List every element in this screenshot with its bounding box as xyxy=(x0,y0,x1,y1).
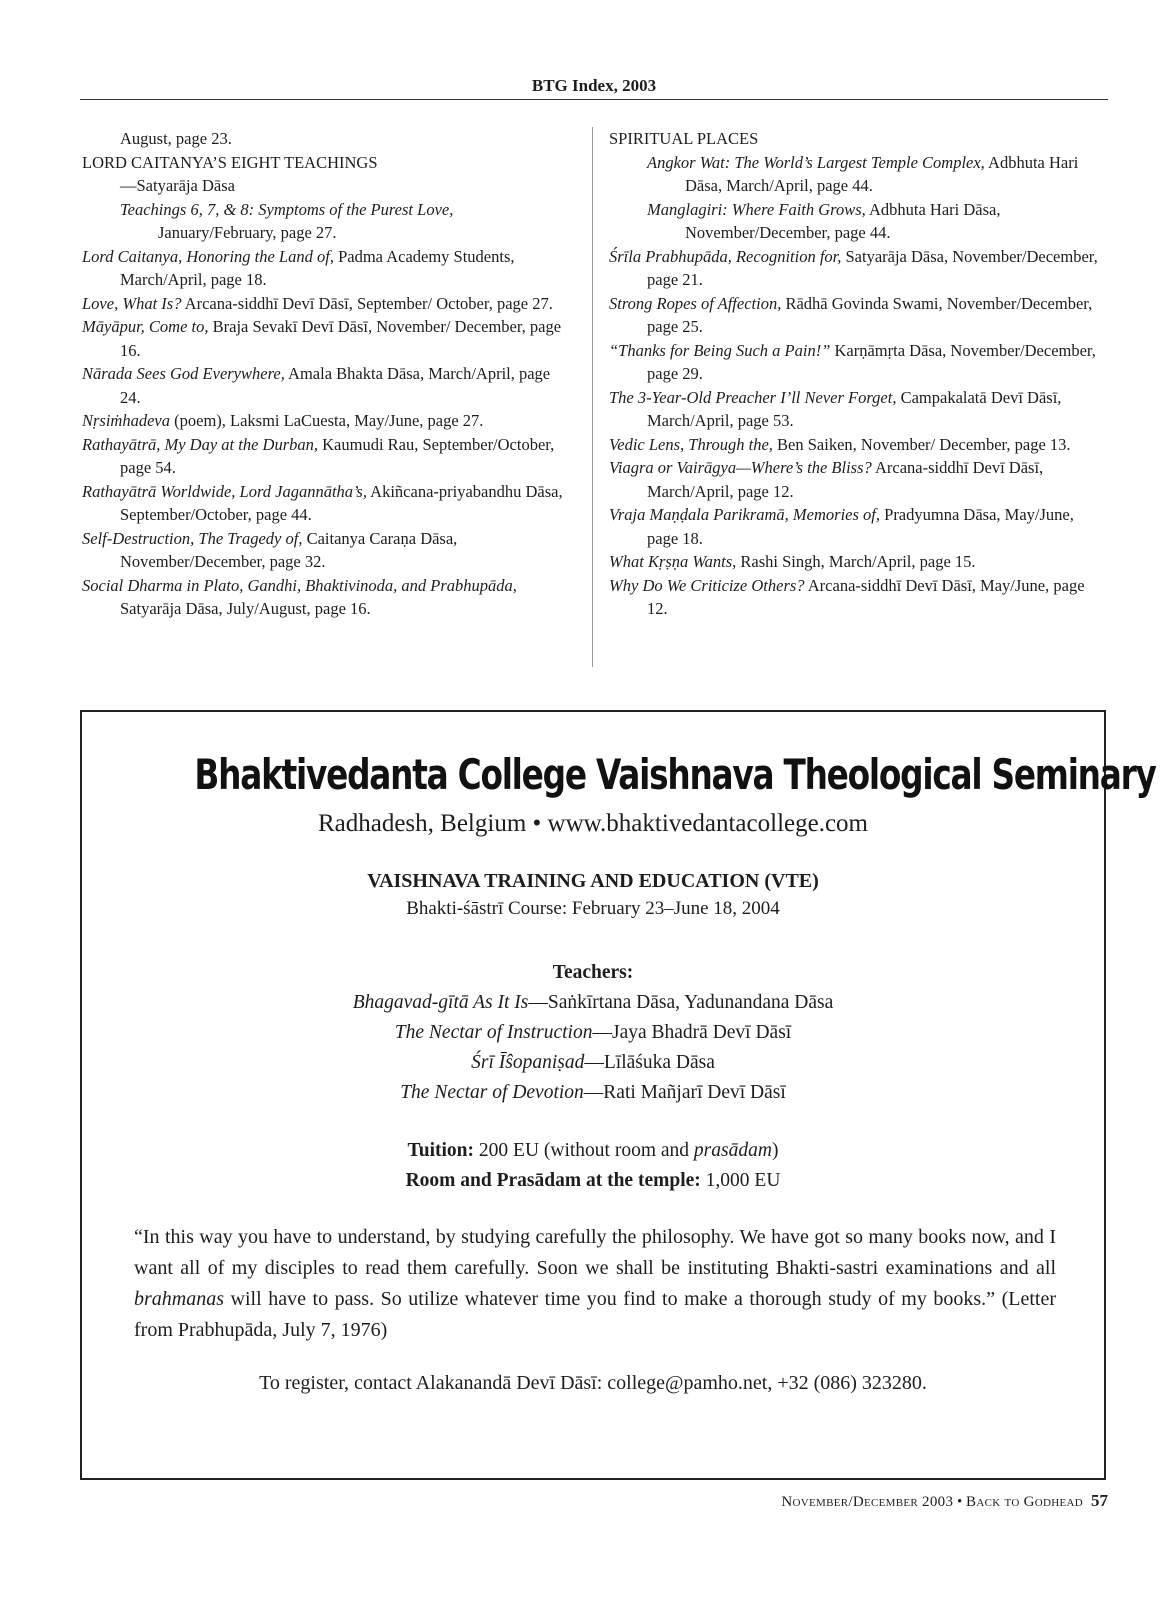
entry-title: Nṛsiṁhadeva xyxy=(82,411,170,430)
teacher-names: —Saṅkīrtana Dāsa, Yadunandana Dāsa xyxy=(528,992,834,1013)
entry-title: The 3-Year-Old Preacher I’ll Never Forget, xyxy=(609,387,897,407)
entry-details: Akiñcana-priyabandhu Dāsa, September/October, page 44. xyxy=(120,481,563,524)
index-entry xyxy=(82,409,568,433)
entry-title: Social Dharma in Plato, Gandhi, Bhaktivinoda, and Prabhupāda, xyxy=(82,575,517,595)
entry-details: Campakalatā Devī Dāsī, March/April, page 53. xyxy=(647,387,1062,430)
fees xyxy=(82,1136,1104,1196)
teacher-work: The Nectar of Devotion xyxy=(400,1082,584,1103)
index-entry xyxy=(82,292,568,316)
entry-details: SPIRITUAL PLACES xyxy=(609,129,759,148)
entry-details: (poem), Laksmi LaCuesta, May/June, page 27. xyxy=(170,411,484,430)
index-entry xyxy=(609,245,1109,292)
room-label: Room and Prasādam at the temple: xyxy=(405,1170,701,1191)
entry-title: Strong Ropes of Affection, xyxy=(609,293,782,313)
entry-details: Adbhuta Hari Dāsa, March/April, page 44. xyxy=(685,152,1079,195)
entry-title: Why Do We Criticize Others? xyxy=(609,575,805,595)
entry-title: Rathayātrā, My Day at the Durban, xyxy=(82,434,319,454)
header-rule xyxy=(80,99,1108,100)
teacher-work: The Nectar of Instruction xyxy=(394,1022,593,1043)
index-entry xyxy=(82,527,568,574)
entry-title: What Kṛṣṇa Wants, xyxy=(609,552,737,571)
teachers-list xyxy=(82,958,1104,1108)
tuition-line xyxy=(82,1136,1104,1166)
index-entry xyxy=(609,339,1109,386)
vte-course-dates: Bhakti-śāstrī Course: February 23–June 18, 2004 xyxy=(406,898,780,919)
index-entry xyxy=(82,362,568,409)
entry-details: Satyarāja Dāsa, July/August, page 16. xyxy=(120,599,371,618)
quote-part-a: “In this way you have to understand, by studying carefully the philosophy. We have got so many books now, and I want all of my disciples to read them carefully. Soon we shall be instituting Bhakti-sastri examinations and all xyxy=(134,1226,1056,1279)
entry-title: Viagra or Vairāgya—Where’s the Bliss? xyxy=(609,458,872,477)
entry-title: Vedic Lens, Through the, xyxy=(609,434,773,454)
entry-details: Kaumudi Rau, September/October, page 54. xyxy=(120,434,555,477)
index-entry xyxy=(82,574,568,621)
entry-title: Nārada Sees God Everywhere, xyxy=(82,364,285,383)
entry-details: Braja Sevakī Devī Dāsī, November/ December, page 16. xyxy=(120,317,562,360)
entry-details: Arcana-siddhī Devī Dāsī, March/April, page 12. xyxy=(647,458,1044,501)
tuition-text: 200 EU (without room and xyxy=(474,1140,694,1161)
index-entry xyxy=(82,315,568,362)
quote-part-b: will have to pass. So utilize whatever time you find to make a thorough study of my books.” (Letter from Prabhupāda, July 7, 1976) xyxy=(134,1288,1056,1341)
entry-details: Karṇāmṛta Dāsa, November/December, page 29. xyxy=(647,340,1096,383)
index-entry xyxy=(82,198,568,245)
entry-title: Māyāpur, Come to, xyxy=(82,317,209,336)
entry-details: August, page 23. xyxy=(120,129,232,148)
teacher-line xyxy=(82,1018,1104,1048)
ad-title: Bhaktivedanta College Vaishnava Theological Seminary xyxy=(194,750,1156,799)
footer-issue: November/December 2003 xyxy=(781,1494,954,1510)
index-entry xyxy=(609,198,1109,245)
teacher-work: Śrī Īŝopaniṣad xyxy=(471,1052,585,1073)
teacher-line xyxy=(82,1078,1104,1108)
index-column-left xyxy=(82,127,568,621)
index-entry xyxy=(609,151,1109,198)
entry-details: LORD CAITANYA’S EIGHT TEACHINGS xyxy=(82,152,378,172)
entry-title: Lord Caitanya, Honoring the Land of, xyxy=(82,246,334,266)
teacher-names: —Rati Mañjarī Devī Dāsī xyxy=(583,1082,786,1103)
entry-details: Rashi Singh, March/April, page 15. xyxy=(736,552,976,571)
index-entry xyxy=(609,292,1109,339)
room-line xyxy=(82,1166,1104,1196)
index-entry xyxy=(82,151,568,175)
entry-title: “Thanks for Being Such a Pain!” xyxy=(609,340,831,360)
teacher-line xyxy=(82,1048,1104,1078)
entry-details: Arcana-siddhī Devī Dāsī, May/June, page 12. xyxy=(647,575,1085,618)
page-number: 57 xyxy=(1091,1491,1108,1510)
index-entry xyxy=(609,503,1109,550)
entry-title: Teachings 6, 7, & 8: Symptoms of the Purest Love, xyxy=(120,199,454,219)
index-entry xyxy=(609,456,1109,503)
index-entry xyxy=(609,386,1109,433)
room-text: 1,000 EU xyxy=(700,1170,781,1191)
entry-title: Manglagiri: Where Faith Grows, xyxy=(647,199,866,219)
register-contact: To register, contact Alakanandā Devī Dāsī: college@pamho.net, +32 (086) 323280. xyxy=(259,1372,927,1394)
entry-details: Arcana-siddhī Devī Dāsī, September/ October, page 27. xyxy=(181,293,553,313)
column-divider xyxy=(592,127,593,667)
teacher-work: Bhagavad-gītā As It Is xyxy=(352,992,529,1013)
teacher-names: —Līlāśuka Dāsa xyxy=(584,1052,715,1073)
entry-details: Caitanya Caraṇa Dāsa, November/December, page 32. xyxy=(120,528,458,571)
entry-details: Adbhuta Hari Dāsa, November/December, page 44. xyxy=(685,199,1001,242)
index-entry xyxy=(609,574,1109,621)
index-entry xyxy=(82,480,568,527)
quote-italic: brahmanas xyxy=(134,1288,225,1310)
entry-title: Vraja Maṇḍala Parikramā, Memories of, xyxy=(609,505,881,524)
teacher-names: —Jaya Bhadrā Devī Dāsī xyxy=(592,1022,792,1043)
entry-title: Self-Destruction, The Tragedy of, xyxy=(82,528,303,548)
tuition-end: ) xyxy=(771,1140,779,1161)
index-entry xyxy=(82,433,568,480)
entry-details: Padma Academy Students, March/April, page 18. xyxy=(120,246,515,289)
teachers-heading: Teachers: xyxy=(552,962,634,983)
entry-details: Pradyumna Dāsa, May/June, page 18. xyxy=(647,505,1074,548)
tuition-italic: prasādam xyxy=(693,1140,772,1161)
entry-details: Ben Saiken, November/ December, page 13. xyxy=(772,434,1071,454)
page-footer xyxy=(781,1491,1108,1511)
tuition-label: Tuition: xyxy=(407,1140,475,1161)
entry-details: Amala Bhakta Dāsa, March/April, page 24. xyxy=(120,364,551,407)
entry-details: Rādhā Govinda Swami, November/December, page 25. xyxy=(647,293,1093,336)
teacher-line xyxy=(82,988,1104,1018)
index-entry xyxy=(609,127,1109,151)
entry-details: Satyarāja Dāsa, November/December, page 21. xyxy=(647,246,1098,289)
footer-separator: • xyxy=(953,1494,967,1510)
entry-title: Rathayātrā Worldwide, Lord Jagannātha’s, xyxy=(82,481,367,501)
entry-title: Love, What Is? xyxy=(82,293,182,313)
index-entry xyxy=(609,433,1109,457)
entry-title: Angkor Wat: The World’s Largest Temple Complex, xyxy=(647,152,985,172)
entry-details: —Satyarāja Dāsa xyxy=(120,176,235,195)
footer-magazine: Back to Godhead xyxy=(966,1494,1083,1510)
index-entry xyxy=(82,127,568,151)
index-entry xyxy=(609,550,1109,574)
entry-title: Śrīla Prabhupāda, Recognition for, xyxy=(609,246,842,266)
index-entry xyxy=(82,245,568,292)
index-entry xyxy=(82,174,568,198)
vte-title: VAISHNAVA TRAINING AND EDUCATION (VTE) xyxy=(367,870,819,892)
index-column-right xyxy=(609,127,1109,621)
prabhupada-quote xyxy=(134,1222,1056,1346)
entry-details: January/February, page 27. xyxy=(158,223,337,242)
running-head: BTG Index, 2003 xyxy=(531,76,657,95)
seminary-advertisement xyxy=(80,710,1156,1480)
ad-subtitle: Radhadesh, Belgium • www.bhaktivedantacollege.com xyxy=(317,810,869,837)
